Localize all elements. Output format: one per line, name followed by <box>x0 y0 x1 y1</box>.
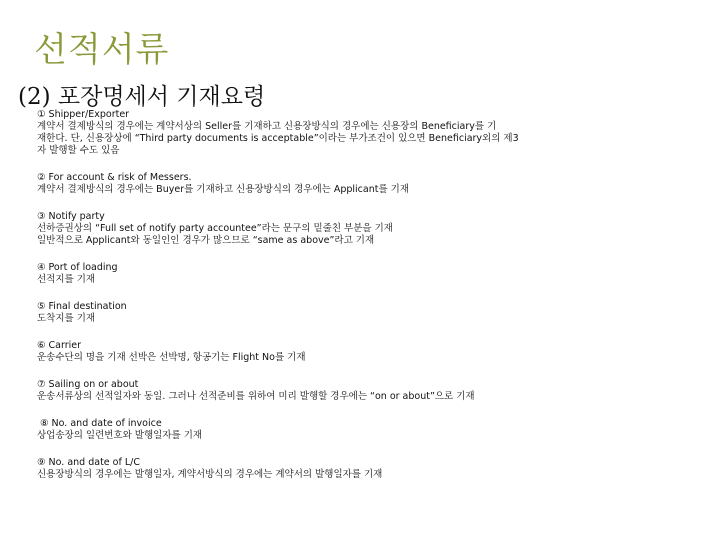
item-description-line: 자 발행할 수도 있음 <box>37 145 120 156</box>
list-item <box>37 418 582 442</box>
slide-subtitle: (2) 포장명세서 기재요령 <box>18 84 266 110</box>
item-heading: ① Shipper/Exporter <box>37 109 130 120</box>
item-heading: ② For account & risk of Messers. <box>37 172 192 183</box>
item-heading: ③ Notify party <box>37 211 105 222</box>
item-description-line: 신용장방식의 경우에는 발행일자, 계약서방식의 경우에는 계약서의 발행일자를 기재 <box>37 469 383 480</box>
item-description-line: 운송서류상의 선적일자와 동일. 그러나 선적준비를 위하여 미리 발행할 경우에는 “on or about”으로 기재 <box>37 391 475 402</box>
item-description-line: 계약서 결제방식의 경우에는 Buyer를 기재하고 신용장방식의 경우에는 Applicant를 기재 <box>37 184 410 195</box>
item-description-line: 상업송장의 일련번호와 발행일자를 기재 <box>37 430 203 441</box>
list-item <box>37 301 582 325</box>
item-description-line: 일반적으로 Applicant와 동일인인 경우가 많으므로 “same as above”라고 기재 <box>37 235 375 246</box>
item-description-line: 선적지를 기재 <box>37 274 96 285</box>
list-item <box>37 340 582 364</box>
item-description-line: 운송수단의 명을 기재 선박은 선박명, 항공기는 Flight No를 기재 <box>37 352 306 363</box>
item-heading: ⑧ No. and date of invoice <box>37 418 162 429</box>
item-description-line: 계약서 결제방식의 경우에는 계약서상의 Seller를 기재하고 신용장방식의 경우에는 신용장의 Beneficiary를 기 <box>37 121 497 132</box>
list-item <box>37 172 582 196</box>
list-item <box>37 262 582 286</box>
item-description-line: 재한다. 단, 신용장상에 “Third party documents is acceptable”이라는 부가조건이 있으면 Beneficiary외의 제3 <box>37 133 519 144</box>
slide-title: 선적서류 <box>34 30 170 70</box>
list-item <box>37 109 582 157</box>
content-body <box>37 109 582 496</box>
item-heading: ⑨ No. and date of L/C <box>37 457 140 468</box>
list-item <box>37 457 582 481</box>
item-description-line: 선하증권상의 “Full set of notify party accountee”라는 문구의 밑줄친 부분을 기재 <box>37 223 393 234</box>
item-heading: ⑦ Sailing on or about <box>37 379 139 390</box>
list-item <box>37 379 582 403</box>
list-item <box>37 211 582 247</box>
item-description-line: 도착지를 기재 <box>37 313 96 324</box>
item-heading: ⑥ Carrier <box>37 340 82 351</box>
item-heading: ⑤ Final destination <box>37 301 127 312</box>
item-heading: ④ Port of loading <box>37 262 118 273</box>
